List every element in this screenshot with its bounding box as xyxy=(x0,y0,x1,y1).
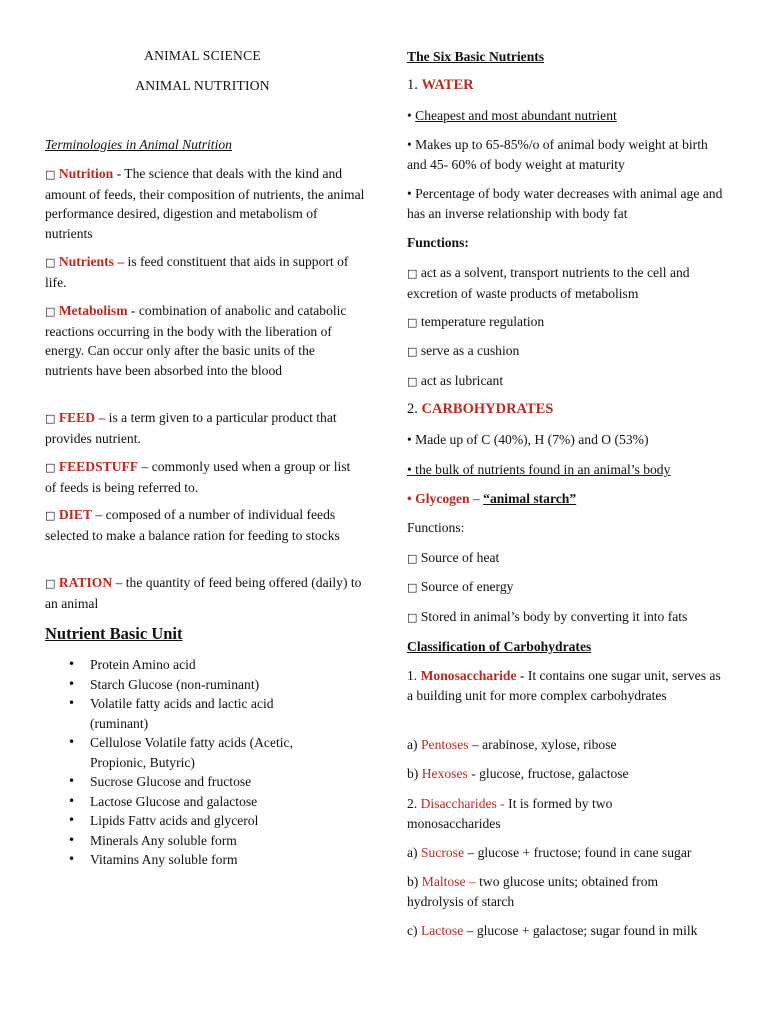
list-item: • Lipids Fattv acids and glycerol xyxy=(62,811,332,831)
water-bullet-3 xyxy=(407,184,727,223)
checkbox-icon: □ xyxy=(407,581,418,594)
item-prefix: c) xyxy=(407,923,421,938)
basic-unit-list xyxy=(62,655,332,870)
carbs-bullet-1 xyxy=(407,430,727,450)
maltose xyxy=(407,872,707,911)
carbs-function-1 xyxy=(407,548,727,569)
list-item: • Vitamins Any soluble form xyxy=(62,850,332,870)
checkbox-icon: □ xyxy=(407,611,418,624)
term-def: is feed constituent that aids in support of life. xyxy=(45,254,349,290)
checkbox-icon: □ xyxy=(45,305,56,318)
water-num: 1. xyxy=(407,77,422,93)
water-title: WATER xyxy=(421,77,474,93)
doc-title-1: ANIMAL SCIENCE xyxy=(144,48,261,63)
term-label: Nutrition xyxy=(58,166,114,181)
item-term: Hexoses xyxy=(421,766,468,781)
bullet-icon: • xyxy=(407,462,412,477)
checkbox-icon: □ xyxy=(407,345,418,358)
term-sep: – xyxy=(112,575,126,590)
sucrose xyxy=(407,843,732,863)
term-sep: - xyxy=(127,303,139,318)
term-def: The science that deals with the kind and amount of feeds, their composition of nutrients, the animal performance desired, digestion and metabolism of nutrients xyxy=(45,166,365,241)
disaccharides xyxy=(407,794,677,833)
bullet-icon: • xyxy=(407,108,412,123)
term-label: DIET xyxy=(58,507,93,522)
function-text: act as lubricant xyxy=(420,373,504,388)
item-def: - glucose, fructose, galactose xyxy=(467,766,629,781)
di-num: 2. xyxy=(407,796,421,811)
water-bullet-1 xyxy=(407,106,727,126)
terminologies-heading: Terminologies in Animal Nutrition xyxy=(45,137,232,152)
terminologies-section xyxy=(45,135,365,155)
pentoses xyxy=(407,735,727,755)
item-term: Sucrose xyxy=(420,845,465,860)
term-nutrients xyxy=(45,252,365,292)
di-def: It is formed by two monosaccharides xyxy=(407,796,613,831)
term-def: composed of a number of individual feeds selected to make a balance ration for feeding to stocks xyxy=(45,507,340,543)
item-prefix: a) xyxy=(407,737,421,752)
water-function-1 xyxy=(407,263,727,303)
mono-num: 1. xyxy=(407,668,421,683)
list-item: • Cellulose Volatile fatty acids (Acetic, Propionic, Butyric) xyxy=(62,733,332,772)
item-prefix: b) xyxy=(407,766,422,781)
di-term: Disaccharides - xyxy=(420,796,505,811)
term-diet xyxy=(45,505,365,545)
list-item: • Volatile fatty acids and lactic acid (ruminant) xyxy=(62,694,332,733)
carbs-function-3 xyxy=(407,607,732,628)
classification-heading: Classification of Carbohydrates xyxy=(407,639,592,654)
carbs-bullet-2 xyxy=(407,460,727,480)
term-def: the quantity of feed being offered (daily) to an animal xyxy=(45,575,362,611)
carbs-functions-label: Functions: xyxy=(407,520,465,535)
list-item: • Lactose Glucose and galactose xyxy=(62,792,332,812)
function-text: serve as a cushion xyxy=(420,343,520,358)
term-label: RATION xyxy=(58,575,113,590)
six-nutrients-heading: The Six Basic Nutrients xyxy=(407,49,545,64)
checkbox-icon: □ xyxy=(45,168,56,181)
lactose xyxy=(407,921,717,941)
term-sep: - xyxy=(113,166,125,181)
function-text: Stored in animal’s body by converting it into fats xyxy=(420,609,688,624)
term-nutrition xyxy=(45,164,365,243)
term-feedstuff xyxy=(45,457,365,497)
glycogen-dash: – xyxy=(469,491,484,506)
water-function-3 xyxy=(407,341,727,362)
checkbox-icon: □ xyxy=(407,267,418,280)
carbs-num: 2. xyxy=(407,401,422,417)
carbs-function-2 xyxy=(407,577,727,598)
item-def: two glucose units; obtained from hydrolysis of starch xyxy=(407,874,659,909)
checkbox-icon: □ xyxy=(45,461,56,474)
water-bullet-2 xyxy=(407,135,727,174)
checkbox-icon: □ xyxy=(45,509,56,522)
glycogen-line xyxy=(407,489,727,509)
item-prefix: b) xyxy=(407,874,422,889)
term-def: commonly used when a group or list of feeds is being referred to. xyxy=(45,459,351,495)
function-text: temperature regulation xyxy=(420,314,545,329)
function-text: Source of energy xyxy=(420,579,514,594)
term-feed xyxy=(45,408,365,448)
glycogen-term: Glycogen xyxy=(415,491,470,506)
bullet-icon: • xyxy=(407,137,412,152)
item-term: Pentoses xyxy=(420,737,469,752)
checkbox-icon: □ xyxy=(407,552,418,565)
term-def: is a term given to a particular product that provides nutrient. xyxy=(45,410,337,446)
item-term: Maltose – xyxy=(421,874,476,889)
term-def: combination of anabolic and catabolic reactions occurring in the body with the liberation of energy. Can occur only after the basic units of the nutrients have been absorbed into the blood xyxy=(45,303,347,378)
water-heading xyxy=(407,76,474,96)
term-label: Nutrients – xyxy=(58,254,125,269)
item-term: Lactose xyxy=(420,923,464,938)
item-def: – glucose + galactose; sugar found in milk xyxy=(463,923,698,938)
checkbox-icon: □ xyxy=(45,412,56,425)
checkbox-icon: □ xyxy=(45,256,56,269)
list-item: • Protein Amino acid xyxy=(62,655,332,675)
hexoses xyxy=(407,764,727,784)
item-def: – glucose + fructose; found in cane sugar xyxy=(464,845,692,860)
function-text: act as a solvent, transport nutrients to the cell and excretion of waste products of metabolism xyxy=(407,265,690,301)
water-functions-label: Functions: xyxy=(407,235,469,250)
list-item: • Minerals Any soluble form xyxy=(62,831,332,851)
mono-term: Monosaccharide xyxy=(420,668,517,683)
function-text: Source of heat xyxy=(420,550,500,565)
list-item: • Sucrose Glucose and fructose xyxy=(62,772,332,792)
list-item: • Starch Glucose (non-ruminant) xyxy=(62,675,332,695)
term-sep: – xyxy=(138,459,152,474)
item-def: – arabinose, xylose, ribose xyxy=(468,737,617,752)
monosaccharide xyxy=(407,666,722,705)
bullet-icon: • xyxy=(407,491,412,506)
bullet-icon: • xyxy=(407,186,412,201)
bullet-text: Made up of C (40%), H (7%) and O (53%) xyxy=(415,432,649,447)
checkbox-icon: □ xyxy=(407,375,418,388)
bullet-text: the bulk of nutrients found in an animal’s body xyxy=(415,462,671,477)
basic-unit-heading: Nutrient Basic Unit xyxy=(45,624,183,643)
water-function-2 xyxy=(407,312,727,333)
term-metabolism xyxy=(45,301,365,380)
item-prefix: a) xyxy=(407,845,421,860)
bullet-text: Percentage of body water decreases with animal age and has an inverse relationship with body fat xyxy=(407,186,723,221)
doc-title-2: ANIMAL NUTRITION xyxy=(135,78,270,93)
carbs-heading xyxy=(407,400,553,420)
checkbox-icon: □ xyxy=(407,316,418,329)
term-sep: – xyxy=(92,507,106,522)
term-ration xyxy=(45,573,365,613)
water-function-4 xyxy=(407,371,727,392)
bullet-icon: • xyxy=(407,432,412,447)
bullet-text: Makes up to 65-85%/o of animal body weight at birth and 45- 60% of body weight at maturity xyxy=(407,137,708,172)
mono-def: - It contains one sugar unit, serves as a building unit for more complex carbohydrates xyxy=(407,668,721,703)
carbs-title: CARBOHYDRATES xyxy=(421,401,554,417)
term-label: Metabolism xyxy=(58,303,128,318)
term-label: FEEDSTUFF xyxy=(58,459,139,474)
checkbox-icon: □ xyxy=(45,577,56,590)
glycogen-def: “animal starch” xyxy=(483,491,577,506)
bullet-text: Cheapest and most abundant nutrient xyxy=(415,108,617,123)
term-label: FEED – xyxy=(58,410,106,425)
